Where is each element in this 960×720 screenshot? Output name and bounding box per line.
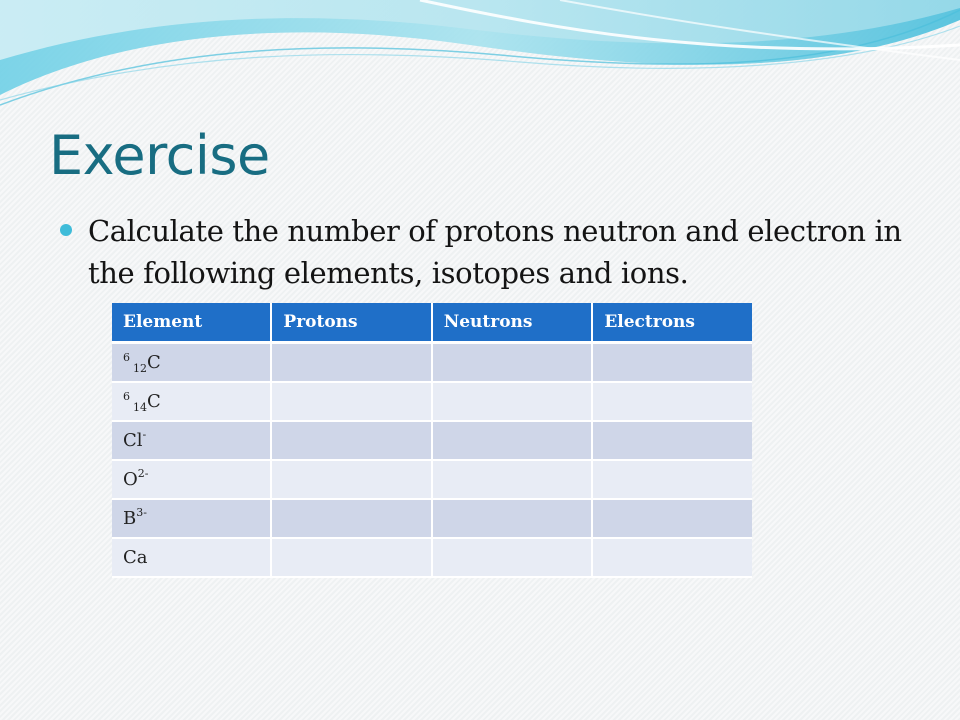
element-cell bbox=[112, 539, 272, 578]
decorative-wave-banner bbox=[0, 0, 960, 120]
electrons-cell[interactable] bbox=[593, 461, 752, 500]
element-cell bbox=[112, 344, 272, 383]
element-symbol: Cl bbox=[123, 430, 143, 451]
neutrons-cell[interactable] bbox=[433, 383, 594, 422]
protons-cell[interactable] bbox=[272, 500, 432, 539]
element-cell bbox=[112, 383, 272, 422]
neutrons-cell[interactable] bbox=[433, 461, 594, 500]
bullet-text: Calculate the number of protons neutron and electron in the following elements, isotopes and ions. bbox=[88, 214, 902, 290]
neutrons-cell[interactable] bbox=[433, 539, 594, 578]
exercise-table bbox=[112, 303, 752, 578]
neutrons-cell[interactable] bbox=[433, 500, 594, 539]
electrons-cell[interactable] bbox=[593, 383, 752, 422]
atomic-number: 6 bbox=[123, 390, 130, 403]
mass-number: 12 bbox=[133, 362, 147, 375]
element-symbol: O bbox=[123, 469, 138, 490]
element-cell bbox=[112, 461, 272, 500]
element-cell bbox=[112, 422, 272, 461]
element-symbol: C bbox=[147, 391, 161, 412]
slide-title: Exercise bbox=[49, 124, 270, 187]
bullet-dot-icon bbox=[60, 224, 72, 236]
table-row bbox=[112, 344, 752, 383]
ion-symbol bbox=[123, 548, 148, 568]
electrons-cell[interactable] bbox=[593, 344, 752, 383]
table-row bbox=[112, 461, 752, 500]
column-header-neutrons: Neutrons bbox=[433, 303, 594, 344]
neutrons-cell[interactable] bbox=[433, 422, 594, 461]
protons-cell[interactable] bbox=[272, 383, 432, 422]
table-row bbox=[112, 500, 752, 539]
nuclide-symbol bbox=[123, 391, 161, 412]
ion-symbol bbox=[123, 506, 147, 529]
protons-cell[interactable] bbox=[272, 344, 432, 383]
column-header-protons: Protons bbox=[272, 303, 432, 344]
element-symbol: B bbox=[123, 508, 137, 529]
column-header-element: Element bbox=[112, 303, 272, 344]
table-header-row bbox=[112, 303, 752, 344]
protons-cell[interactable] bbox=[272, 461, 432, 500]
atomic-number: 6 bbox=[123, 351, 130, 364]
element-cell bbox=[112, 500, 272, 539]
table-row bbox=[112, 539, 752, 578]
protons-cell[interactable] bbox=[272, 422, 432, 461]
nuclide-symbol bbox=[123, 352, 161, 373]
mass-number: 14 bbox=[133, 401, 147, 414]
table-row bbox=[112, 383, 752, 422]
electrons-cell[interactable] bbox=[593, 539, 752, 578]
ion-charge: - bbox=[142, 428, 147, 441]
protons-cell[interactable] bbox=[272, 539, 432, 578]
ion-charge: 2- bbox=[137, 467, 149, 480]
electrons-cell[interactable] bbox=[593, 422, 752, 461]
ion-symbol bbox=[123, 428, 147, 451]
element-symbol: C bbox=[147, 352, 161, 373]
element-symbol: Ca bbox=[123, 547, 148, 568]
ion-symbol bbox=[123, 467, 149, 490]
ion-charge: 3- bbox=[136, 506, 147, 519]
electrons-cell[interactable] bbox=[593, 500, 752, 539]
neutrons-cell[interactable] bbox=[433, 344, 594, 383]
column-header-electrons: Electrons bbox=[593, 303, 752, 344]
table-row bbox=[112, 422, 752, 461]
